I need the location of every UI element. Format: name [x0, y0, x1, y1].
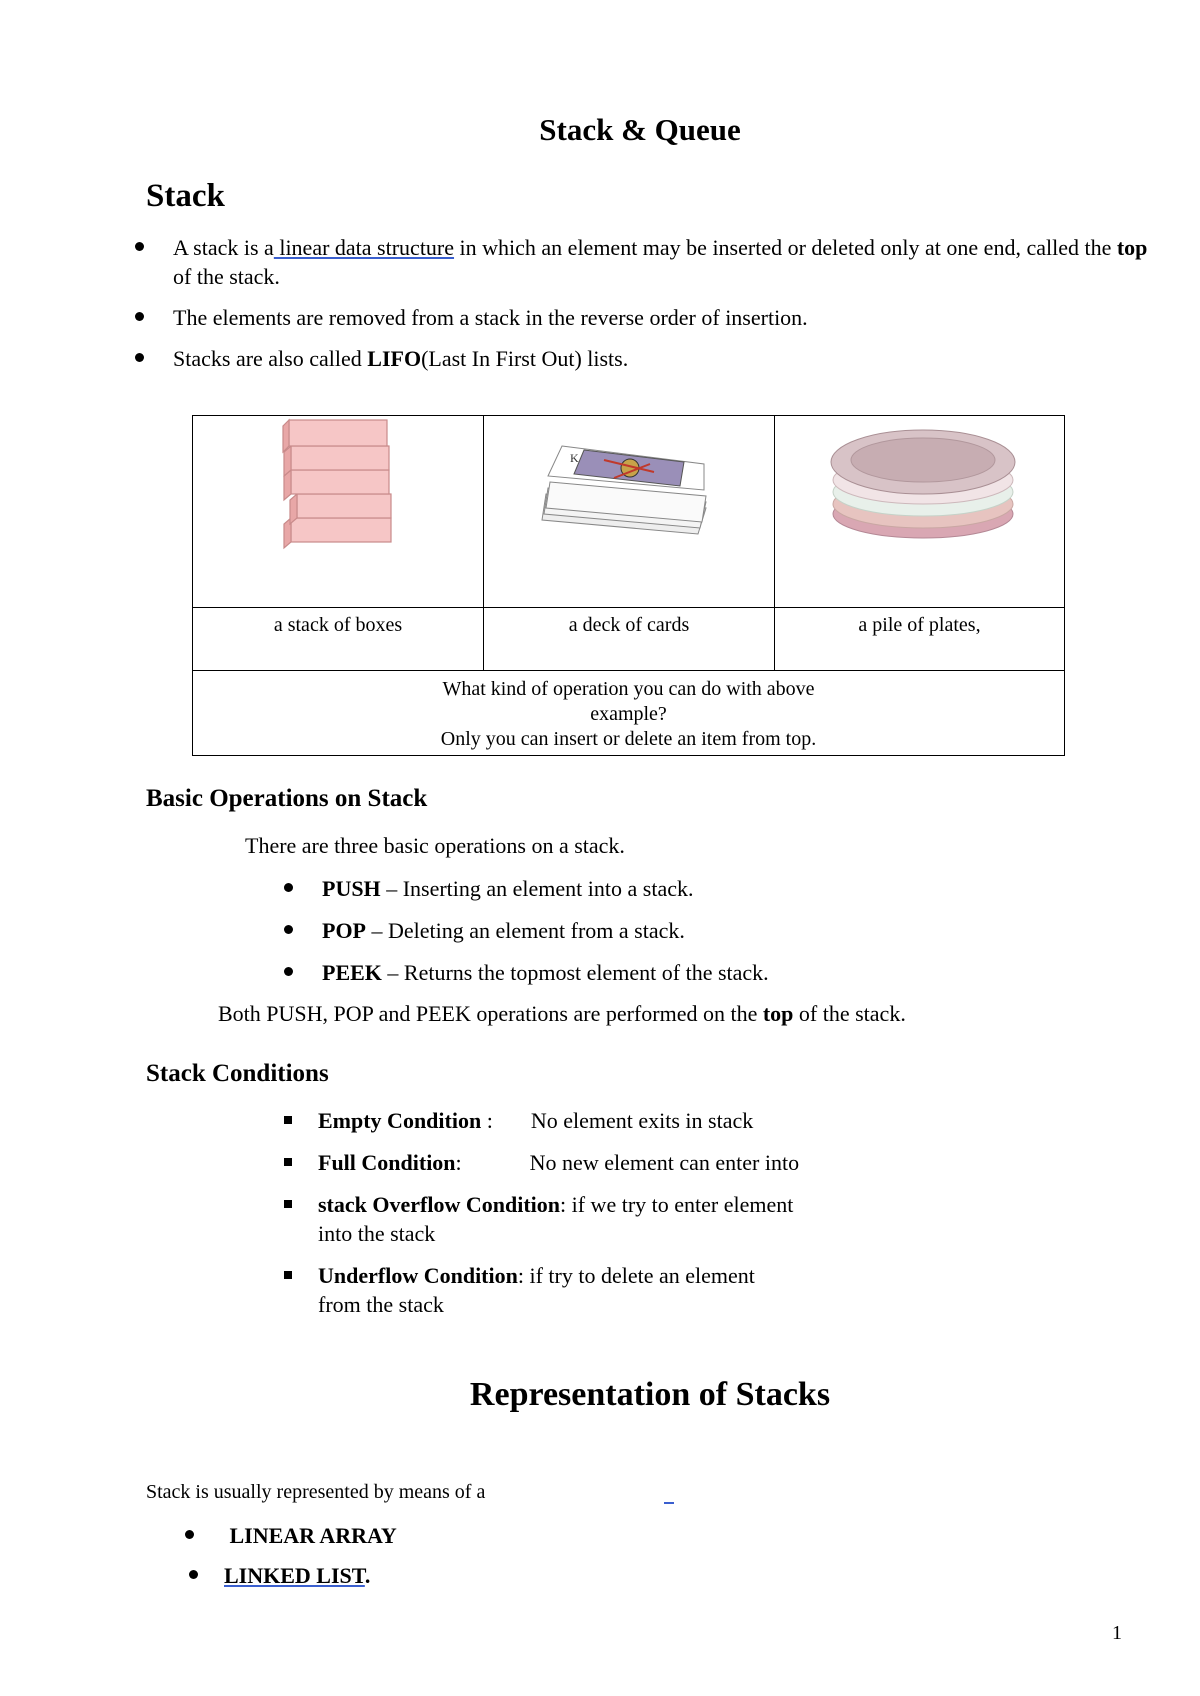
list-item: Full Condition: No new element can enter into	[318, 1148, 918, 1177]
question-line-2: example?	[590, 703, 667, 725]
question-cell	[193, 671, 1065, 756]
bullet-icon	[284, 967, 293, 976]
page-title: Stack & Queue	[539, 112, 741, 147]
square-bullet-icon	[284, 1271, 292, 1279]
representation-list	[224, 1521, 397, 1601]
bullet-icon	[135, 312, 144, 321]
stack-intro-list	[173, 233, 1153, 385]
plates-image-cell	[775, 416, 1065, 608]
square-bullet-icon	[284, 1200, 292, 1208]
basic-ops-footer: Both PUSH, POP and PEEK operations are performed on the top of the stack.	[218, 1001, 906, 1026]
caption-plates: a pile of plates,	[775, 608, 1065, 671]
bullet-icon	[189, 1570, 198, 1579]
answer-line: Only you can insert or delete an item from top.	[440, 728, 817, 750]
boxes-image-cell	[193, 416, 484, 608]
basic-ops-list	[322, 874, 769, 1000]
bullet-icon	[135, 242, 144, 251]
bullet-icon	[284, 925, 293, 934]
caption-boxes: a stack of boxes	[193, 608, 484, 671]
list-item: LINEAR ARRAY	[224, 1521, 397, 1550]
basic-ops-intro: There are three basic operations on a stack.	[245, 833, 625, 858]
representation-intro: Stack is usually represented by means of a	[146, 1481, 486, 1503]
list-item: Stacks are also called LIFO(Last In First Out) lists.	[173, 344, 1153, 373]
list-item: stack Overflow Condition: if we try to enter element into the stack	[318, 1190, 918, 1248]
stack-examples-table	[192, 415, 1065, 756]
stack-heading: Stack	[146, 178, 225, 214]
deck-of-cards-image	[484, 416, 774, 601]
stack-conditions-list	[318, 1106, 918, 1332]
stack-conditions-heading: Stack Conditions	[146, 1060, 329, 1087]
basic-ops-heading: Basic Operations on Stack	[146, 785, 428, 812]
list-item: PEEK – Returns the topmost element of the stack.	[322, 958, 769, 987]
linear-data-structure-link[interactable]: linear data structure	[273, 235, 455, 260]
list-item: The elements are removed from a stack in the reverse order of insertion.	[173, 303, 1153, 332]
pile-of-plates-image	[775, 416, 1064, 601]
stack-of-boxes-image	[193, 416, 483, 601]
page-number: 1	[1112, 1622, 1122, 1644]
list-item: POP – Deleting an element from a stack.	[322, 916, 769, 945]
list-item: Empty Condition : No element exits in stack	[318, 1106, 918, 1135]
bullet-icon	[185, 1530, 194, 1539]
list-item: Underflow Condition: if try to delete an element from the stack	[318, 1261, 918, 1319]
caption-cards: a deck of cards	[484, 608, 775, 671]
svg-text:K: K	[570, 451, 579, 465]
bullet-icon	[135, 353, 144, 362]
square-bullet-icon	[284, 1116, 292, 1124]
list-item: PUSH – Inserting an element into a stack.	[322, 874, 769, 903]
square-bullet-icon	[284, 1158, 292, 1166]
linked-list-link[interactable]: LINKED LIST	[224, 1563, 365, 1588]
cards-image-cell	[484, 416, 775, 608]
question-line-1: What kind of operation you can do with above	[442, 678, 815, 700]
list-item: A stack is a linear data structure in which an element may be inserted or deleted only at one end, called the top of the stack.	[173, 233, 1153, 291]
list-item: LINKED LIST.	[224, 1561, 397, 1590]
bullet-icon	[284, 883, 293, 892]
link-underline-mark	[664, 1502, 674, 1504]
representation-heading: Representation of Stacks	[469, 1376, 831, 1413]
